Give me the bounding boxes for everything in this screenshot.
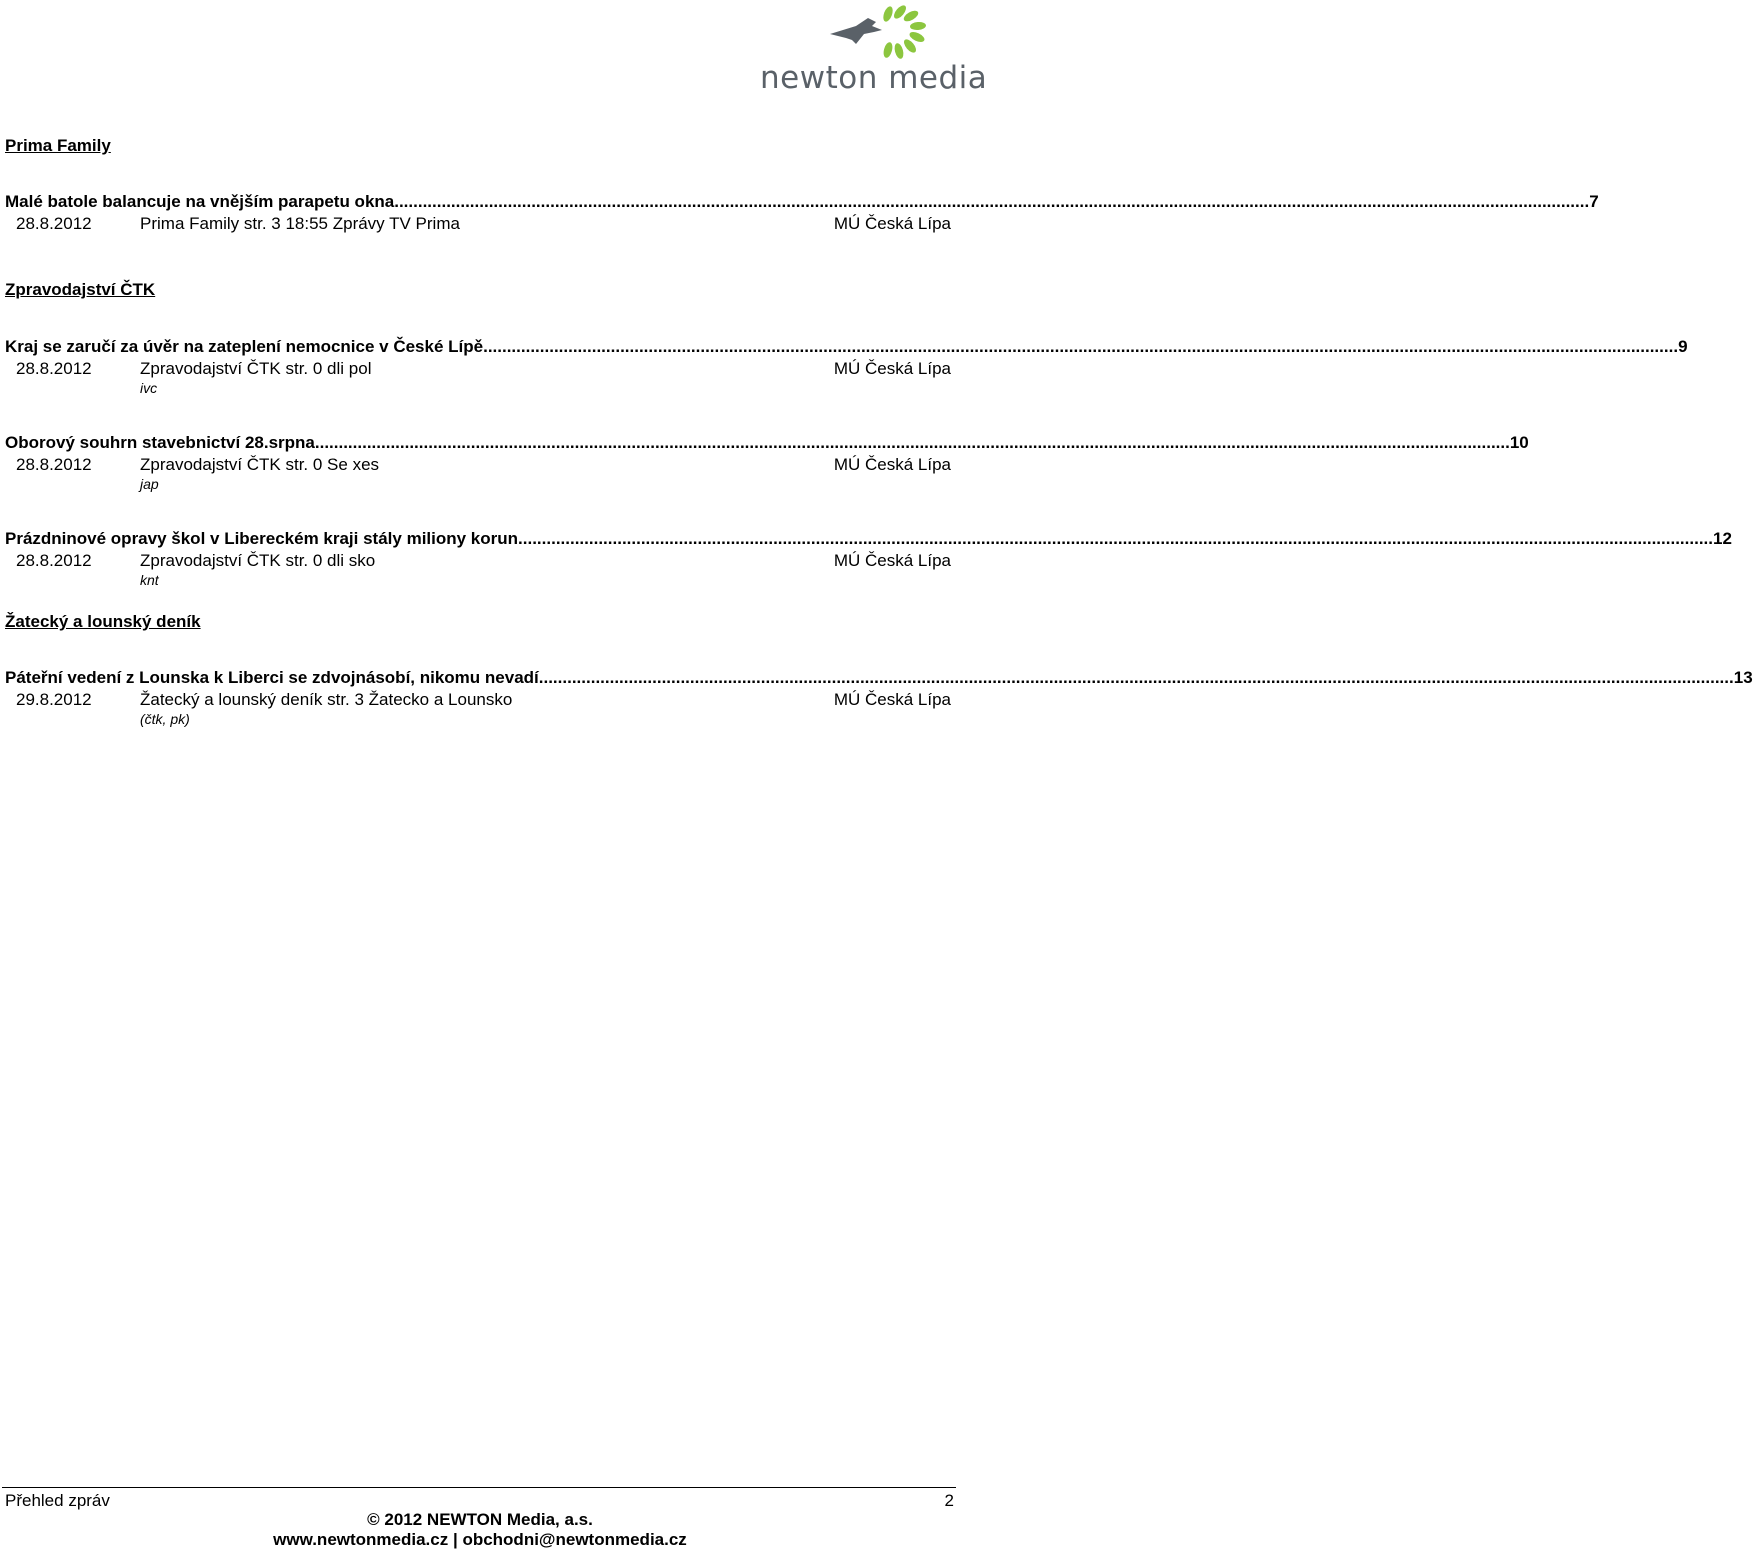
footer-contact-links[interactable]: www.newtonmedia.cz | obchodni@newtonmedia.cz [273,1530,687,1549]
leader-dots: ............................................................................................................................................................................................................................................................. [538,668,1734,687]
article-date: 29.8.2012 [16,690,92,709]
page-number: 7 [1589,192,1599,211]
leader-dots: ............................................................................................................................................................................................................................................................. [518,529,1713,548]
article-title-text: Malé batole balancuje na vnějším parapetu okna [5,192,395,211]
article-client: MÚ Česká Lípa [833,455,951,474]
footer-divider [2,1487,956,1488]
logo-text: newton media [760,60,988,96]
article-client: MÚ Česká Lípa [833,214,951,233]
article-title-text: Kraj se zaručí za úvěr na zateplení nemocnice v České Lípě [5,337,484,356]
article-date: 28.8.2012 [16,359,92,378]
footer-copyright: © 2012 NEWTON Media, a.s. [367,1510,593,1529]
page-number: 10 [1509,433,1529,452]
article-source: Prima Family str. 3 18:55 Zprávy TV Prima [140,214,460,233]
article-client: MÚ Česká Lípa [833,690,951,709]
article-author: ivc [140,380,158,396]
section-heading[interactable]: Zpravodajství ČTK [5,280,156,299]
article-title[interactable] [5,192,1599,212]
article-title-text: Prázdninové opravy škol v Libereckém kraji stály miliony korun [5,529,519,548]
article-title-text: Oborový souhrn stavebnictví 28.srpna [5,433,315,452]
article-title[interactable] [5,337,1688,357]
article-author: knt [140,572,159,588]
section-heading[interactable]: Žatecký a lounský deník [5,612,201,631]
footer-page-number: 2 [944,1491,954,1510]
hummingbird-icon [760,4,956,64]
article-date: 28.8.2012 [16,214,92,233]
newton-media-logo [760,4,988,100]
article-source: Žatecký a lounský deník str. 3 Žatecko a Lounsko [140,690,513,709]
article-client: MÚ Česká Lípa [833,551,951,570]
article-client: MÚ Česká Lípa [833,359,951,378]
article-date: 28.8.2012 [16,455,92,474]
page-number: 9 [1678,337,1688,356]
section-heading[interactable]: Prima Family [5,136,111,155]
page-number: 13 [1733,668,1753,687]
leader-dots: ............................................................................................................................................................................................................................................................. [483,337,1679,356]
footer-label: Přehled zpráv [5,1491,110,1510]
article-title[interactable] [5,529,1732,549]
article-title[interactable] [5,668,1753,688]
article-title[interactable] [5,433,1529,453]
page-number: 12 [1713,529,1732,548]
leader-dots: ............................................................................................................................................................................................................................................................. [314,433,1510,452]
leader-dots: ............................................................................................................................................................................................................................................................. [394,192,1590,211]
article-title-text: Páteřní vedení z Lounska k Liberci se zdvojnásobí, nikomu nevadí [5,668,539,687]
article-source: Zpravodajství ČTK str. 0 dli pol [140,359,372,378]
article-author: (čtk, pk) [140,711,190,727]
article-source: Zpravodajství ČTK str. 0 Se xes [140,455,380,474]
article-author: jap [140,476,159,492]
article-source: Zpravodajství ČTK str. 0 dli sko [140,551,376,570]
article-date: 28.8.2012 [16,551,92,570]
